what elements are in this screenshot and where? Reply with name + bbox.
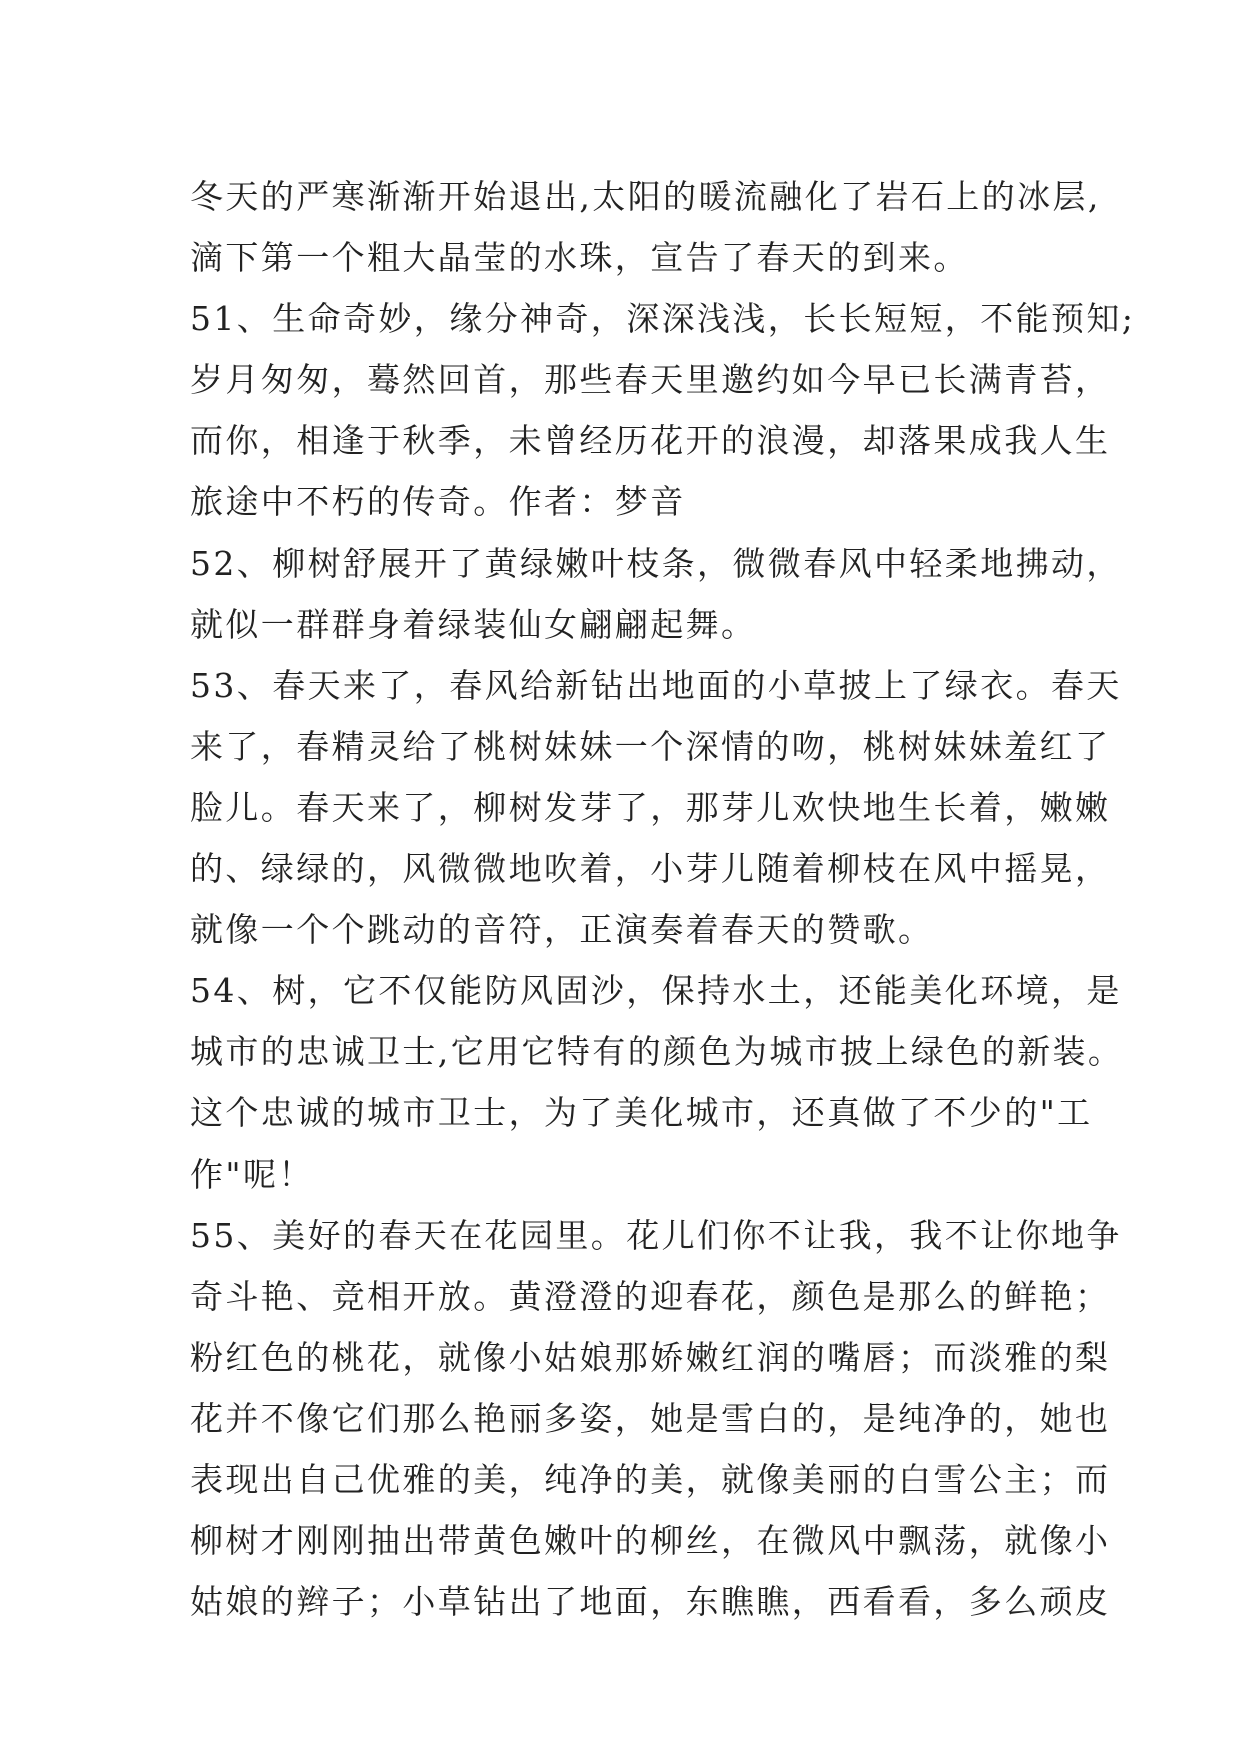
text-line: 来了，春精灵给了桃树妹妹一个深情的吻，桃树妹妹羞红了 xyxy=(190,726,1111,766)
text-line: 岁月匆匆，蓦然回首，那些春天里邀约如今早已长满青苔， xyxy=(190,360,1111,400)
text-line: 粉红色的桃花，就像小姑娘那娇嫩红润的嘴唇；而淡雅的梨 xyxy=(190,1337,1111,1377)
text-line: 脸儿。春天来了，柳树发芽了，那芽儿欢快地生长着，嫩嫩 xyxy=(190,787,1111,827)
text-line: 就似一群群身着绿装仙女翩翩起舞。 xyxy=(190,604,757,644)
text-line: 51、生命奇妙，缘分神奇，深深浅浅，长长短短，不能预知; xyxy=(190,299,1136,339)
text-line: 城市的忠诚卫士,它用它特有的颜色为城市披上绿色的新装。 xyxy=(190,1032,1124,1072)
text-line: 的、绿绿的，风微微地吹着，小芽儿随着柳枝在风中摇晃， xyxy=(190,849,1111,889)
text-line: 这个忠诚的城市卫士，为了美化城市，还真做了不少的"工 xyxy=(190,1093,1093,1133)
text-line: 滴下第一个粗大晶莹的水珠，宣告了春天的到来。 xyxy=(190,238,969,278)
text-line: 姑娘的辫子；小草钻出了地面，东瞧瞧，西看看，多么顽皮 xyxy=(190,1582,1111,1622)
text-line: 表现出自己优雅的美，纯净的美，就像美丽的白雪公主；而 xyxy=(190,1459,1111,1499)
text-line: 冬天的严寒渐渐开始退出,太阳的暖流融化了岩石上的冰层, xyxy=(190,177,1101,216)
text-line: 53、春天来了，春风给新钻出地面的小草披上了绿衣。春天 xyxy=(190,665,1122,705)
text-line: 52、柳树舒展开了黄绿嫩叶枝条，微微春风中轻柔地拂动， xyxy=(190,543,1122,583)
text-line: 55、美好的春天在花园里。花儿们你不让我，我不让你地争 xyxy=(190,1215,1122,1255)
text-line: 花并不像它们那么艳丽多姿，她是雪白的，是纯净的，她也 xyxy=(190,1398,1111,1438)
text-line: 旅途中不朽的传奇。作者：梦音 xyxy=(190,482,686,522)
text-line: 奇斗艳、竞相开放。黄澄澄的迎春花，颜色是那么的鲜艳； xyxy=(190,1276,1111,1316)
text-line: 柳树才刚刚抽出带黄色嫩叶的柳丝，在微风中飘荡，就像小 xyxy=(190,1521,1111,1561)
text-line: 而你，相逢于秋季，未曾经历花开的浪漫，却落果成我人生 xyxy=(190,421,1111,461)
text-line: 就像一个个跳动的音符，正演奏着春天的赞歌。 xyxy=(190,910,934,950)
text-line: 作"呢！ xyxy=(190,1154,314,1194)
document-body xyxy=(190,166,1136,1632)
text-line: 54、树，它不仅能防风固沙，保持水土，还能美化环境，是 xyxy=(190,971,1122,1011)
